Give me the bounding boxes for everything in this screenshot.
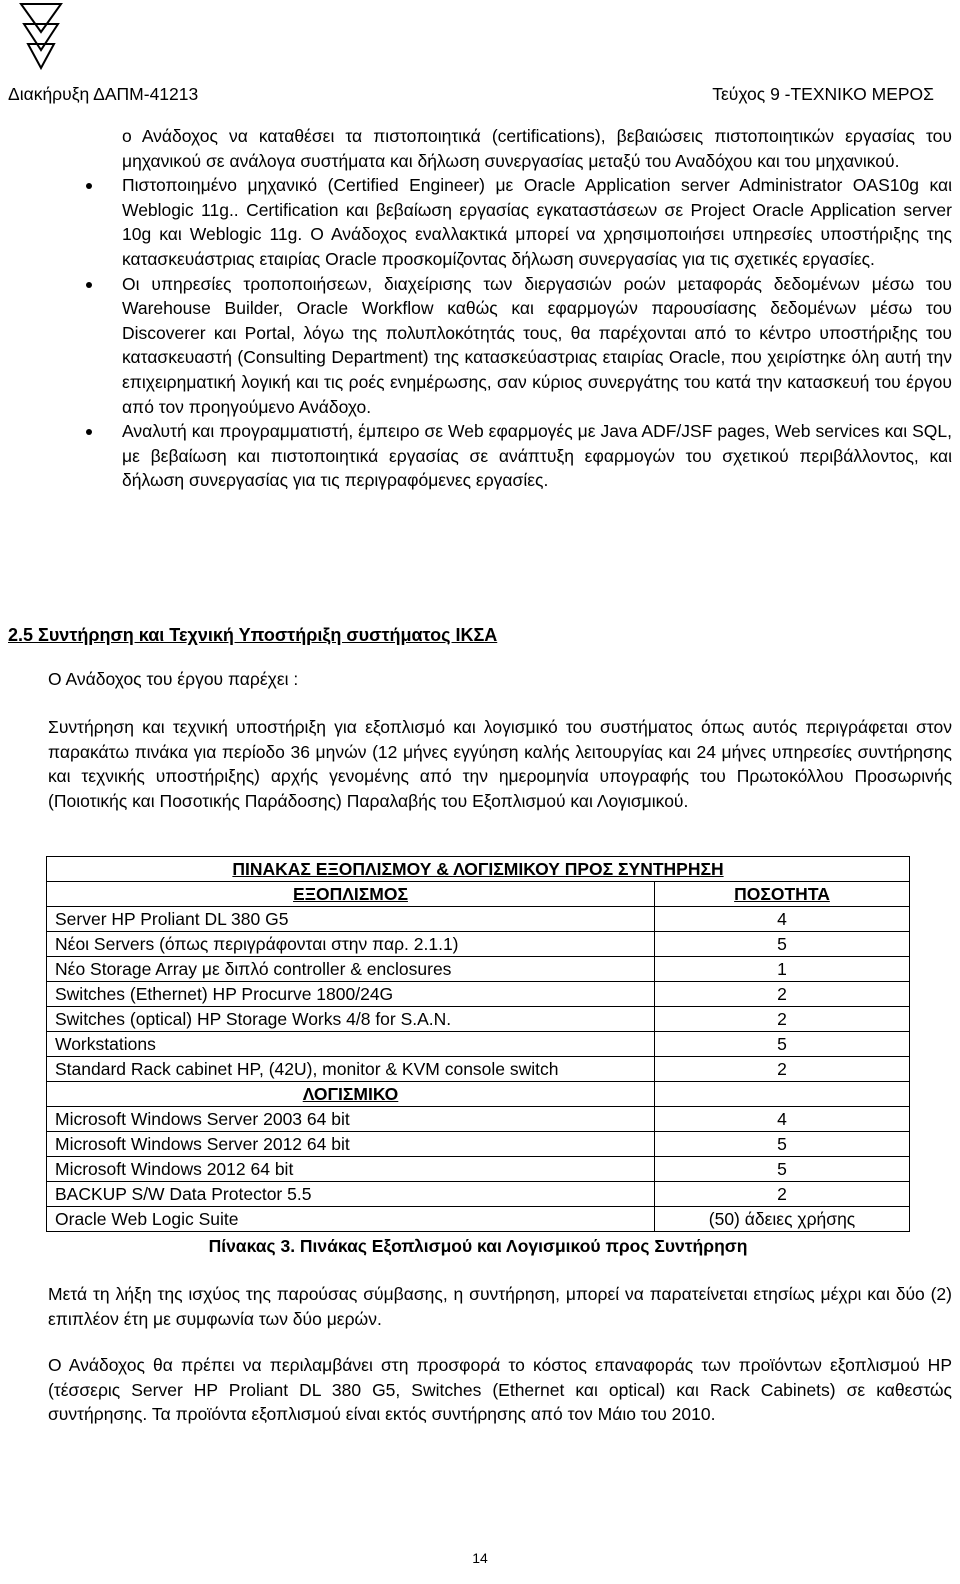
intro-paragraph: ο Ανάδοχος να καταθέσει τα πιστοποιητικά (certifications), βεβαιώσεις πιστοποιητικών εργασίας του μηχανικού σε ανάλογα συστήματα και δήλωση συνεργασίας μεταξύ του Αναδόχου και του μηχανικού. [122, 126, 952, 171]
col-item-header: ΕΞΟΠΛΙΣΜΟΣ [47, 882, 655, 907]
qty-cell: 1 [655, 957, 910, 982]
list-item [122, 419, 952, 493]
header-declaration: Διακήρυξη ΔΑΠΜ-41213 [8, 84, 199, 104]
page-number: 14 [472, 1550, 488, 1566]
qty-cell: 4 [655, 907, 910, 932]
qty-cell: 5 [655, 1132, 910, 1157]
software-header-row [47, 1082, 910, 1107]
item-cell: Server HP Proliant DL 380 G5 [47, 907, 655, 932]
header-volume: Τεύχος 9 -ΤΕΧΝΙΚΟ ΜΕΡΟΣ [712, 84, 934, 104]
qty-cell: 2 [655, 1057, 910, 1082]
table-title: ΠΙΝΑΚΑΣ ΕΞΟΠΛΙΣΜΟΥ & ΛΟΓΙΣΜΙΚΟΥ ΠΡΟΣ ΣΥΝΤΗΡΗΣΗ [47, 857, 910, 882]
table-row [47, 982, 910, 1007]
table-row [47, 907, 910, 932]
list-item-text: Πιστοποιημένο μηχανικό (Certified Engineer) με Oracle Application server Administrator OAS10g και Weblogic 11g.. Certification και βεβαίωση εργασίας εγκαταστάσεων σε Project Oracle Application server 10g και Weblogic 11g. Ο Ανάδοχος εναλλακτικά μπορεί να χρησιμοποιήσει υπηρεσίες υποστήριξης της κατασκευάστριας εταιρίας Oracle προσκομίζοντας δήλωση συνεργασίας για τις σχετικές εργασίες. [122, 175, 952, 269]
table-row [47, 1057, 910, 1082]
table-caption: Πίνακας 3. Πινάκας Εξοπλισμού και Λογισμικού προς Συντήρηση [208, 1236, 748, 1256]
qty-cell: 5 [655, 1032, 910, 1057]
table-header-row [47, 882, 910, 907]
qty-cell: 2 [655, 1182, 910, 1207]
col-qty-header: ΠΟΣΟΤΗΤΑ [655, 882, 910, 907]
item-cell: Νέοι Servers (όπως περιγράφονται στην παρ. 2.1.1) [47, 932, 655, 957]
qty-cell: (50) άδειες χρήσης [655, 1207, 910, 1232]
item-cell: Standard Rack cabinet HP, (42U), monitor & KVM console switch [47, 1057, 655, 1082]
qty-cell-empty [655, 1082, 910, 1107]
table-row [47, 1182, 910, 1207]
item-cell: Microsoft Windows Server 2003 64 bit [47, 1107, 655, 1132]
triangles-logo-icon [18, 2, 64, 76]
section-heading: 2.5 Συντήρηση και Τεχνική Υποστήριξη συστήματος ΙΚΣΑ [8, 625, 498, 645]
list-item [122, 272, 952, 420]
list-item [122, 173, 952, 271]
closing-paragraph-1: Μετά τη λήξη της ισχύος της παρούσας σύμβασης, η συντήρηση, μπορεί να παρατείνεται ετησίως μέχρι και δύο (2) επιπλέον έτη με συμφωνία των δύο μερών. [48, 1284, 952, 1329]
item-cell: Switches (Ethernet) HP Procurve 1800/24G [47, 982, 655, 1007]
qty-cell: 5 [655, 1157, 910, 1182]
section-intro: Ο Ανάδοχος του έργου παρέχει : [48, 669, 299, 689]
table-row [47, 1207, 910, 1232]
table-row [47, 1157, 910, 1182]
bullet-icon [86, 429, 92, 435]
list-item-text: Οι υπηρεσίες τροποποιήσεων, διαχείρισης των διεργασιών ροών μεταφοράς δεδομένων μέσω του Warehouse Builder, Oracle Workflow καθώς και εφαρμογών παρουσίασης δεδομένων μέσω του Discoverer και Portal, λόγω της πολυπλοκότητάς τους, θα παρέχονται από το κέντρο υποστήριξης του κατασκευαστή (Consulting Department) της κατασκεύαστριας εταιρίας Oracle, που χειρίστηκε όλη αυτή την επιχειρηματική λογική και τις ροές ενημέρωσης, σαν κύριος συνεργάτης του κατά την κατασκευή του έργου από τον προηγούμενο Ανάδοχο. [122, 273, 952, 417]
bullet-icon [86, 183, 92, 189]
table-row [47, 1032, 910, 1057]
item-cell: Oracle Web Logic Suite [47, 1207, 655, 1232]
bullet-section [122, 124, 952, 493]
item-cell: Microsoft Windows Server 2012 64 bit [47, 1132, 655, 1157]
qty-cell: 2 [655, 982, 910, 1007]
table-row [47, 932, 910, 957]
item-cell: Workstations [47, 1032, 655, 1057]
table-title-row [47, 857, 910, 882]
software-heading: ΛΟΓΙΣΜΙΚΟ [47, 1082, 655, 1107]
qty-cell: 5 [655, 932, 910, 957]
table-row [47, 1007, 910, 1032]
equipment-table [46, 856, 910, 1232]
qty-cell: 4 [655, 1107, 910, 1132]
list-item-text: Αναλυτή και προγραμματιστή, έμπειρο σε Web εφαρμογές με Java ADF/JSF pages, Web services και SQL, με βεβαίωση και πιστοποιητικά εργασίας σε ανάπτυξη εφαρμογών του σχετικού περιβάλλοντος, και δήλωση συνεργασίας για τις περιγραφόμενες εργασίες. [122, 421, 952, 491]
table-row [47, 957, 910, 982]
item-cell: Switches (optical) HP Storage Works 4/8 for S.A.N. [47, 1007, 655, 1032]
qty-cell: 2 [655, 1007, 910, 1032]
item-cell: Νέο Storage Array με διπλό controller & enclosures [47, 957, 655, 982]
closing-paragraph-2: Ο Ανάδοχος θα πρέπει να περιλαμβάνει στη προσφορά το κόστος επαναφοράς των προϊόντων εξοπλισμού HP (τέσσερις Server HP Proliant DL 380 G5, Switches (Ethernet και optical) και Rack Cabinets) σε καθεστώς συντήρησης. Τα προϊόντα εξοπλισμού είναι εκτός συντήρησης από τον Μάιο του 2010. [48, 1355, 952, 1425]
item-cell: BACKUP S/W Data Protector 5.5 [47, 1182, 655, 1207]
section-body: Συντήρηση και τεχνική υποστήριξη για εξοπλισμό και λογισμικό του συστήματος όπως αυτός περιγράφεται στον παρακάτω πινάκα για περίοδο 36 μηνών (12 μήνες εγγύηση καλής λειτουργίας και 24 μήνες υπηρεσίες συντήρησης και τεχνικής υποστήριξης) αρχής γενομένης από την ημερομηνία υπογραφής του Πρωτοκόλλου Προσωρινής (Ποιοτικής και Ποσοτικής Παράδοσης) Παραλαβής του Εξοπλισμού και Λογισμικού. [48, 717, 952, 811]
item-cell: Microsoft Windows 2012 64 bit [47, 1157, 655, 1182]
table-row [47, 1107, 910, 1132]
bullet-icon [86, 282, 92, 288]
table-row [47, 1132, 910, 1157]
